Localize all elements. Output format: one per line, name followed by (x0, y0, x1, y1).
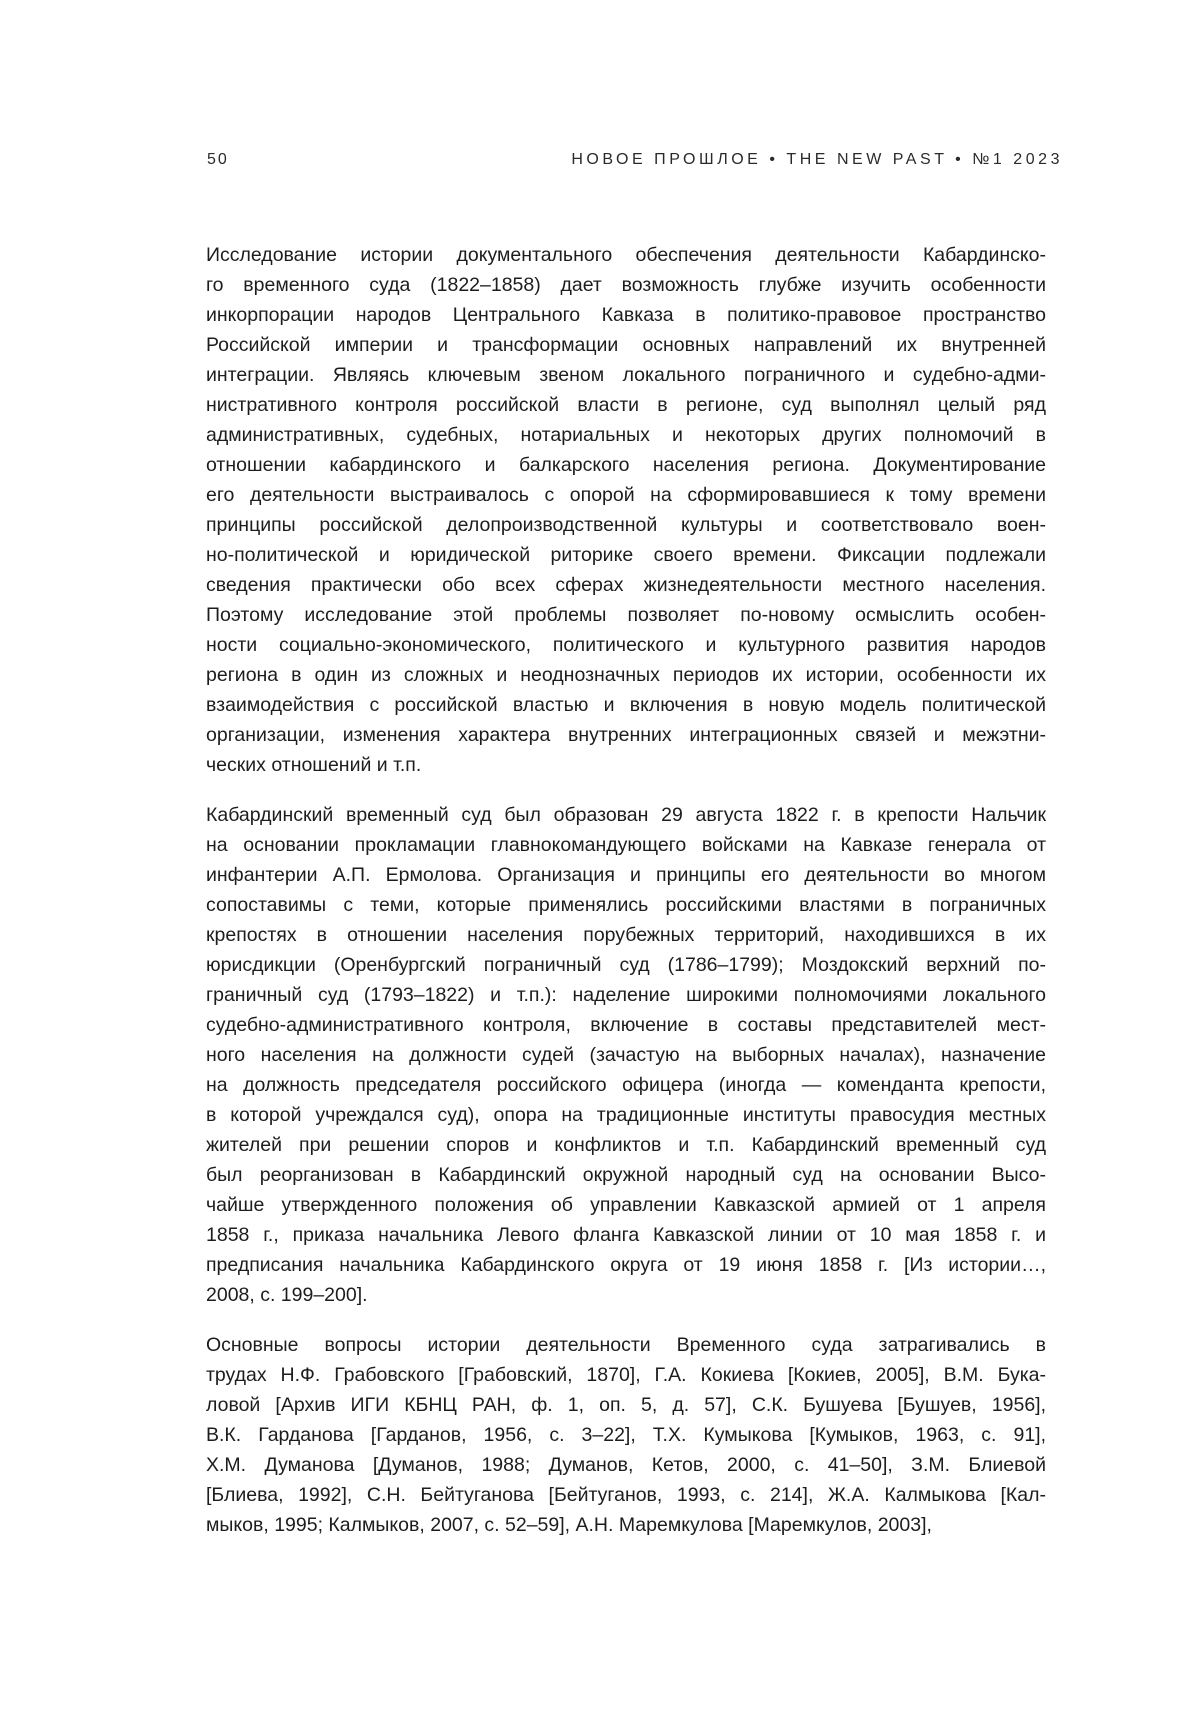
paragraph (206, 240, 1046, 780)
text-line: чайше утвержденного положения об управлении Кавказской армией от 1 апреля (206, 1194, 1046, 1216)
paragraph (206, 1330, 1046, 1540)
text-line: сопоставимы с теми, которые применялись российскими властями в пограничных (206, 894, 1046, 916)
text-line: ловой [Архив ИГИ КБНЦ РАН, ф. 1, оп. 5, д. 57], С.К. Бушуева [Бушуев, 1956], (206, 1394, 1046, 1416)
text-line: ного населения на должности судей (зачастую на выборных началах), назначение (206, 1044, 1046, 1066)
text-line: на основании прокламации главнокомандующего войсками на Кавказе генерала от (206, 834, 1046, 856)
text-line: Поэтому исследование этой проблемы позволяет по-новому осмыслить особен- (206, 604, 1046, 626)
text-line: но-политической и юридической риторике своего времени. Фиксации подлежали (206, 544, 1046, 566)
text-line: региона в один из сложных и неоднозначных периодов их истории, особенности их (206, 664, 1046, 686)
text-line: взаимодействия с российской властью и включения в новую модель политической (206, 694, 1046, 716)
text-line: граничный суд (1793–1822) и т.п.): наделение широкими полномочиями локального (206, 984, 1046, 1006)
text-line: административных, судебных, нотариальных и некоторых других полномочий в (206, 424, 1046, 446)
text-line: Основные вопросы истории деятельности Временного суда затрагивались в (206, 1334, 1046, 1356)
text-line: Кабардинский временный суд был образован 29 августа 1822 г. в крепости Нальчик (206, 804, 1046, 826)
text-line: мыков, 1995; Калмыков, 2007, с. 52–59], А.Н. Маремкулова [Маремкулов, 2003], (206, 1514, 932, 1536)
text-line: сведения практически обо всех сферах жизнедеятельности местного населения. (206, 574, 1046, 596)
page-number: 50 (207, 151, 229, 168)
text-line: нистративного контроля российской власти в регионе, суд выполнял целый ряд (206, 394, 1046, 416)
text-line: юрисдикции (Оренбургский пограничный суд (1786–1799); Моздокский верхний по- (206, 954, 1046, 976)
text-line: отношении кабардинского и балкарского населения региона. Документирование (206, 454, 1046, 476)
text-line: 2008, с. 199–200]. (206, 1284, 368, 1306)
text-line: Российской империи и трансформации основных направлений их внутренней (206, 334, 1046, 356)
article-body (206, 240, 1046, 1560)
text-line: В.К. Гарданова [Гарданов, 1956, с. 3–22], Т.Х. Кумыкова [Кумыков, 1963, с. 91], (206, 1424, 1046, 1446)
text-line: принципы российской делопроизводственной культуры и соответствовало воен- (206, 514, 1046, 536)
text-line: Х.М. Думанова [Думанов, 1988; Думанов, Кетов, 2000, с. 41–50], З.М. Блиевой (206, 1454, 1046, 1476)
text-line: интеграции. Являясь ключевым звеном локального пограничного и судебно-адми- (206, 364, 1046, 386)
paragraph (206, 800, 1046, 1310)
text-line: крепостях в отношении населения порубежных территорий, находившихся в их (206, 924, 1046, 946)
text-line: Исследование истории документального обеспечения деятельности Кабардинско- (206, 244, 1046, 266)
text-line: [Блиева, 1992], С.Н. Бейтуганова [Бейтуганов, 1993, с. 214], Ж.А. Калмыкова [Кал- (206, 1484, 1046, 1506)
text-line: инфантерии А.П. Ермолова. Организация и принципы его деятельности во многом (206, 864, 1046, 886)
text-line: ческих отношений и т.п. (206, 754, 422, 776)
text-line: ности социально-экономического, политического и культурного развития народов (206, 634, 1046, 656)
text-line: жителей при решении споров и конфликтов и т.п. Кабардинский временный суд (206, 1134, 1046, 1156)
text-line: предписания начальника Кабардинского округа от 19 июня 1858 г. [Из истории…, (206, 1254, 1046, 1276)
journal-title: НОВОЕ ПРОШЛОЕ • THE NEW PAST • №1 2023 (571, 151, 1063, 168)
text-line: инкорпорации народов Центрального Кавказа в политико-правовое пространство (206, 304, 1046, 326)
text-line: организации, изменения характера внутренних интеграционных связей и межэтни- (206, 724, 1046, 746)
text-line: в которой учреждался суд), опора на традиционные институты правосудия местных (206, 1104, 1046, 1126)
text-line: трудах Н.Ф. Грабовского [Грабовский, 1870], Г.А. Кокиева [Кокиев, 2005], В.М. Бука- (206, 1364, 1046, 1386)
text-line: был реорганизован в Кабардинский окружной народный суд на основании Высо- (206, 1164, 1046, 1186)
text-line: на должность председателя российского офицера (иногда — коменданта крепости, (206, 1074, 1046, 1096)
text-line: судебно-административного контроля, включение в составы представителей мест- (206, 1014, 1046, 1036)
text-line: 1858 г., приказа начальника Левого фланга Кавказской линии от 10 мая 1858 г. и (206, 1224, 1046, 1246)
text-line: го временного суда (1822–1858) дает возможность глубже изучить особенности (206, 274, 1046, 296)
text-line: его деятельности выстраивалось с опорой на сформировавшиеся к тому времени (206, 484, 1046, 506)
running-header (207, 150, 1063, 170)
